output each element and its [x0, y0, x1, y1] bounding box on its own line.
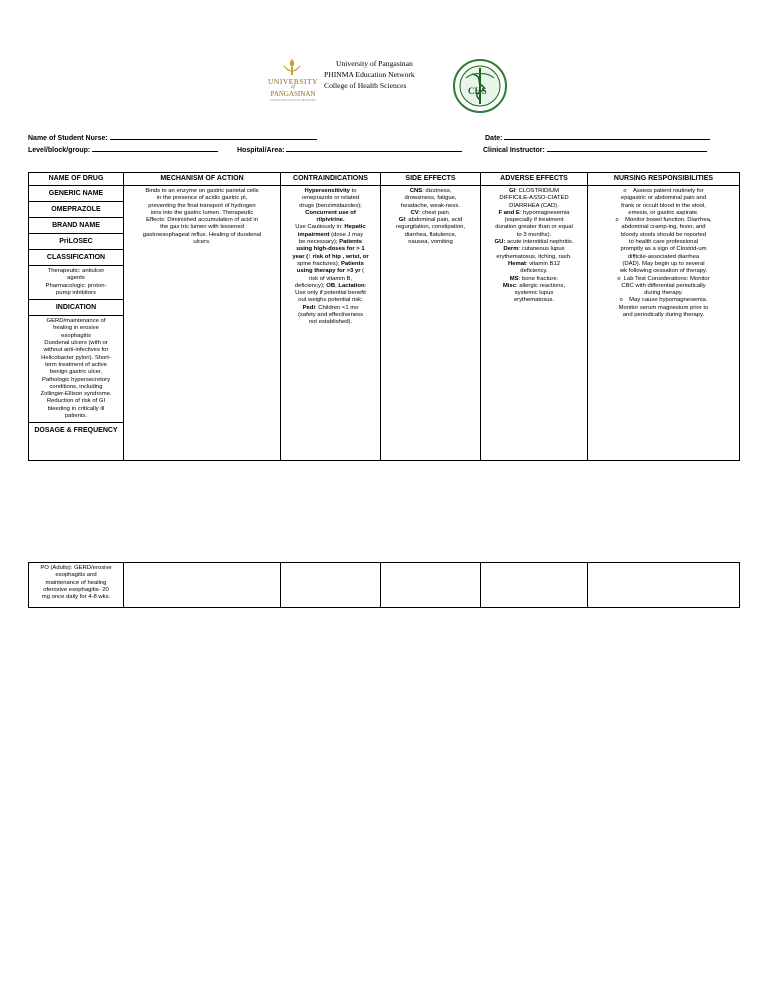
nursing-responsibilities-cell [588, 186, 740, 461]
generic-name-label: GENERIC NAME [29, 186, 123, 202]
list-item: o Monitor bowel function. Diarrhea, abdominal cramp-ing, fever, and bloody stools should be reported to health care professional promptly as a sign of Clostrid-um difficile-associated diarrhea (DAD). May begin up to several wk following cessation of therapy. [615, 217, 712, 275]
header-side-effects: SIDE EFFECTS [381, 173, 481, 186]
dosage-continuation-table [28, 562, 740, 608]
university-logo [258, 58, 328, 102]
list-item: o Assess patient routinely for epigastric or abdominal pain and frank or occult blood in the stool, emesis, or gastric aspirate. [620, 188, 707, 216]
level-label: Level/block/group: [28, 147, 91, 154]
header-line-college: College of Health Sciences [324, 81, 407, 90]
dosage-value-cell [29, 563, 124, 608]
table-header-row [29, 173, 740, 186]
instructor-label: Clinical Instructor: [483, 147, 545, 154]
drug-name-cell [29, 186, 124, 461]
empty-cell [588, 563, 740, 608]
adverse-effects-text: GI: CLOSTRIDIUM DIFFICILE-ASSO-CIATED DIARRHEA (CAD). F and E: hypomagnesemia (especially if treatment duration greater than or equal to 3 months). GU: acute interstitial nephritis. Derm: cutaneous lupus erythematosus, itching, rash. Hemat: vitamin B12 deficiency. MS: bone fracture. Misc: allergic reactions, systemic lupus erythematosus. [494, 188, 574, 304]
logo-tagline: PHINMA EDUCATION NETWORK [270, 98, 316, 102]
level-field [28, 144, 218, 154]
instructor-line[interactable] [547, 144, 707, 152]
nursing-responsibilities-text [588, 186, 739, 321]
contraindications-cell [281, 186, 381, 461]
contraindications-text: Hypersensitivity to omeprazole or related drugs (benzimidazoles); Concurrent use of rilpivirine. Use Cautiously in: Hepatic impairment (dose J may be necessary); Patients using high-doses for > 1 year (↑ risk of hip , wrist, or spine fractures); Patients using therapy for >3 yr ( risk of vitamin B, deficiency); OB, Lactation: Use only if potential benefit out weighs potential risk; Pedi: Children <1 mo (safety and effectiveness not established). [292, 188, 369, 326]
empty-cell [481, 563, 588, 608]
empty-cell [281, 563, 381, 608]
logo-of-text: of [291, 85, 295, 90]
seal-letters: CHS [468, 86, 487, 96]
brand-name-label: BRAND NAME [29, 218, 123, 234]
header-adverse-effects: ADVERSE EFFECTS [481, 173, 588, 186]
side-effects-cell [381, 186, 481, 461]
date-field [485, 132, 710, 142]
drug-study-table [28, 172, 740, 461]
date-label: Date: [485, 135, 503, 142]
student-nurse-field [28, 132, 317, 142]
table-row [29, 563, 740, 608]
logo-pangasinan-text: PANGASINAN [270, 90, 316, 98]
generic-name-value: OMEPRAZOLE [29, 202, 123, 218]
classification-value: Therapeutic: antiulcer agents Pharmacologic: proton- pump inhibitors [29, 266, 123, 300]
hospital-line[interactable] [286, 144, 462, 152]
header-name-of-drug: NAME OF DRUG [29, 173, 124, 186]
brand-name-value: PriLOSEC [29, 234, 123, 250]
student-nurse-line[interactable] [110, 132, 317, 140]
mechanism-text: Binds to an enzyme on gastric parietal cells in the presence of acidic gastric pl, preventing the final transport of hydrogen ions into the gastric lumen. Therapeutic Effects: Diminished accumulation of acid in the gas tric lumen with lessened gastroesophageal reflux. Healing of duodenal ulcers. [142, 188, 262, 246]
table-body-row [29, 186, 740, 461]
student-nurse-label: Name of Student Nurse: [28, 135, 108, 142]
header-mechanism: MECHANISM OF ACTION [124, 173, 281, 186]
mechanism-cell [124, 186, 281, 461]
classification-label: CLASSIFICATION [29, 250, 123, 266]
level-line[interactable] [92, 144, 218, 152]
header-contraindications: CONTRAINDICATIONS [281, 173, 381, 186]
logo-university-text: UNIVERSITY [268, 77, 318, 86]
torch-crest-icon [280, 58, 304, 76]
empty-cell [124, 563, 281, 608]
list-item: o Lab Test Considerations: Monitor CBC with differential periodically during therapy. [617, 275, 710, 297]
side-effects-text: CNS: dizziness, drowsiness, fatigue, headache, weak-ness. CV: chest pain. GI: abdominal pain, acid regurgitation, constipation, diarrhea, flatulence, nausea, vomiting [395, 188, 466, 246]
date-line[interactable] [504, 132, 710, 140]
indication-value: GERD/maintenance of healing in erosive esophagitis Duodenal ulcers (with or without anti-infectives for Helicobacter pylori). Short- term treatment of active benign gastric ulcer. Pathologic hypersecretory conditions, including Zollinger-Ellison syndrome. Reduction of risk of GI bleeding in critically ill patients. [29, 316, 123, 423]
indication-label: INDICATION [29, 300, 123, 316]
dosage-frequency-label: DOSAGE & FREQUENCY [34, 427, 118, 435]
hospital-field [237, 144, 462, 154]
instructor-field [483, 144, 707, 154]
adverse-effects-cell [481, 186, 588, 461]
chs-seal-logo [452, 58, 508, 114]
chs-seal-icon [452, 58, 508, 114]
list-item: o May cause hypomagnesemia. Monitor serum magnesium prior to and periodically during therapy. [618, 297, 709, 319]
institution-header [324, 58, 415, 91]
hospital-label: Hospital/Area: [237, 147, 285, 154]
header-line-network: PHINMA Education Network [324, 70, 415, 79]
header-nursing-responsibilities: NURSING RESPONSIBILITIES [588, 173, 740, 186]
dosage-value-text: PO (Adults): GERD/erosive esophagitis and maintenance of healing oferosive esophagitis- 20 mg once daily for 4-8 wks. [40, 565, 112, 601]
header-line-university: University of Pangasinan [336, 59, 413, 68]
empty-cell [381, 563, 481, 608]
